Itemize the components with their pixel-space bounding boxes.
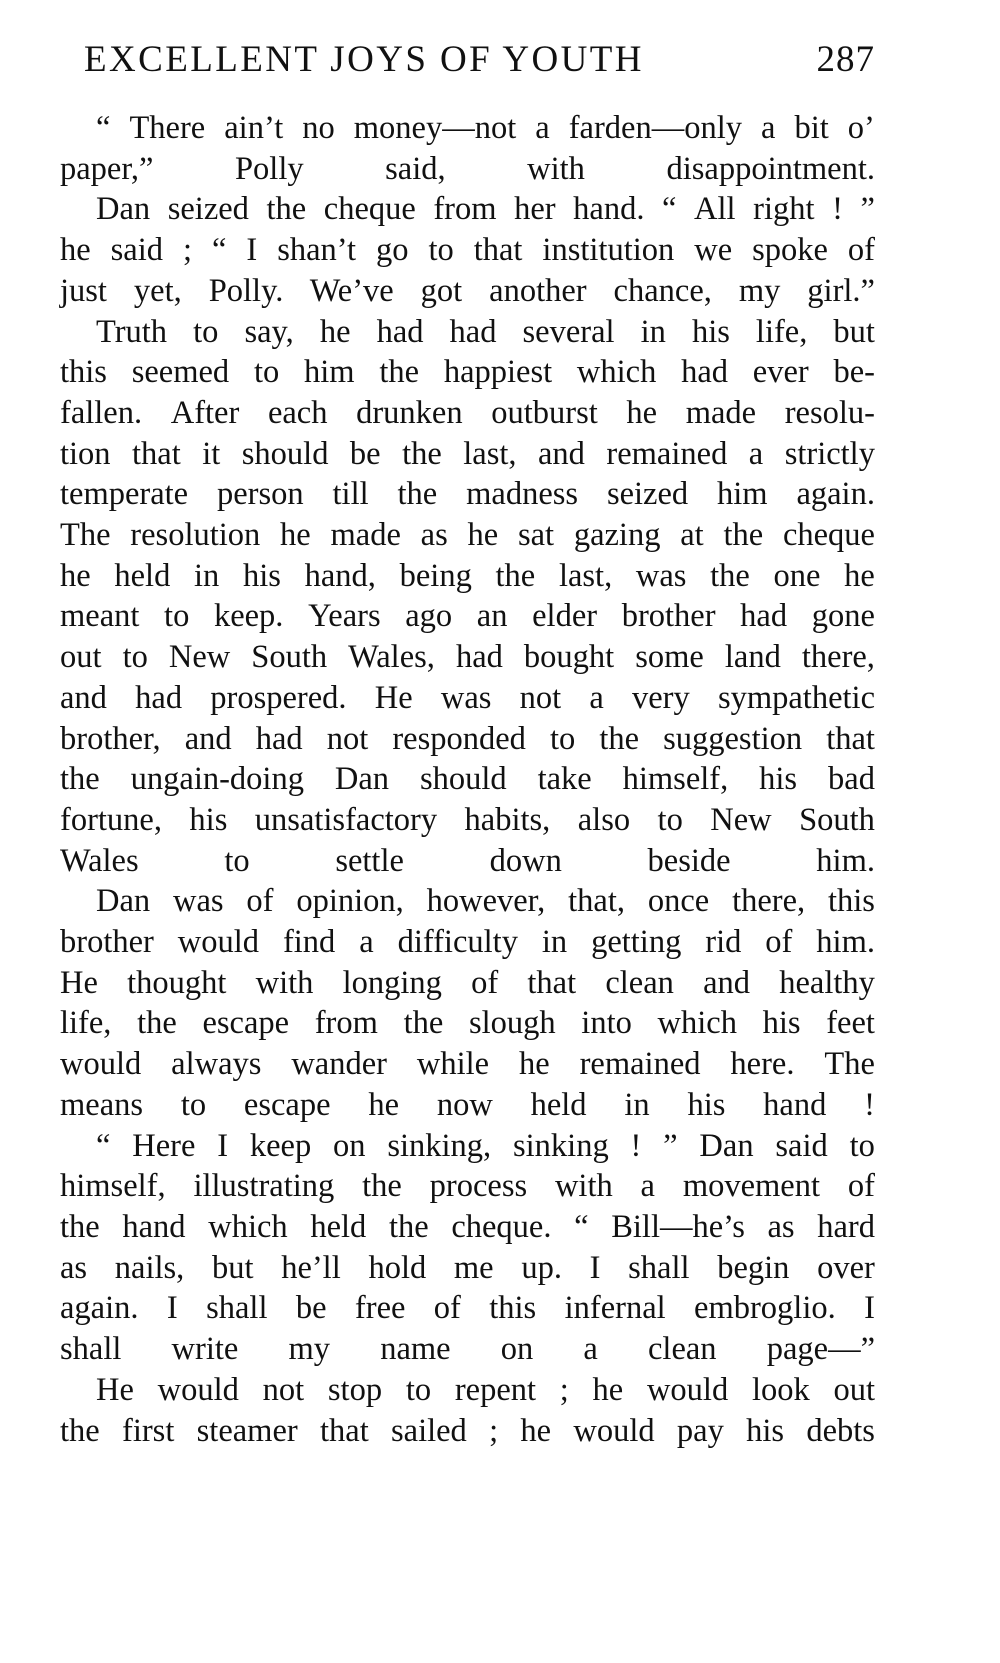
text-line: tion that it should be the last, and remained a strictly: [60, 435, 875, 472]
text-line: and had prospered. He was not a very sympathetic: [60, 679, 875, 716]
book-page: [60, 38, 875, 1451]
text-line: out to New South Wales, had bought some land there,: [60, 639, 875, 676]
text-line: He would not stop to repent ; he would look out: [96, 1371, 875, 1408]
text-line: just yet, Polly. We’ve got another chance, my girl.”: [60, 272, 875, 309]
body-text: [60, 108, 875, 1451]
text-line: again. I shall be free of this infernal embroglio. I: [60, 1290, 875, 1327]
running-title: EXCELLENT JOYS OF YOUTH: [84, 39, 644, 80]
running-header: [60, 38, 875, 108]
text-line: “ Here I keep on sinking, sinking ! ” Dan said to: [96, 1127, 875, 1164]
text-line: this seemed to him the happiest which had ever be-: [60, 354, 875, 391]
text-line: the hand which held the cheque. “ Bill—he’s as hard: [60, 1208, 875, 1245]
text-line: Dan seized the cheque from her hand. “ All right ! ”: [96, 191, 875, 228]
text-line: Dan was of opinion, however, that, once there, this: [96, 883, 875, 920]
text-line: temperate person till the madness seized him again.: [60, 476, 875, 513]
text-line: brother, and had not responded to the suggestion that: [60, 720, 875, 757]
text-line: brother would find a difficulty in getting rid of him.: [60, 924, 875, 961]
text-line: would always wander while he remained here. The: [60, 1046, 875, 1083]
text-line: paper,” Polly said, with disappointment.: [60, 150, 875, 187]
text-line: He thought with longing of that clean and healthy: [60, 964, 875, 1001]
text-line: shall write my name on a clean page—”: [60, 1331, 875, 1368]
text-line: himself, illustrating the process with a movement of: [60, 1168, 875, 1205]
text-line: he said ; “ I shan’t go to that institution we spoke of: [60, 232, 875, 269]
text-line: fortune, his unsatisfactory habits, also to New South: [60, 801, 875, 838]
text-line: the first steamer that sailed ; he would pay his debts: [60, 1412, 875, 1449]
text-line: The resolution he made as he sat gazing at the cheque: [60, 517, 875, 554]
text-line: life, the escape from the slough into which his feet: [60, 1005, 875, 1042]
text-line: “ There ain’t no money—not a farden—only a bit o’: [96, 110, 875, 146]
text-line: Truth to say, he had had several in his life, but: [96, 313, 875, 350]
text-line: means to escape he now held in his hand !: [60, 1086, 875, 1123]
text-line: fallen. After each drunken outburst he made resolu-: [60, 394, 875, 431]
text-line: as nails, but he’ll hold me up. I shall begin over: [60, 1249, 875, 1286]
text-line: Wales to settle down beside him.: [60, 842, 875, 879]
text-line: the ungain-doing Dan should take himself, his bad: [60, 761, 875, 798]
text-line: he held in his hand, being the last, was the one he: [60, 557, 875, 594]
page-number: 287: [816, 39, 875, 80]
text-line: meant to keep. Years ago an elder brother had gone: [60, 598, 875, 635]
